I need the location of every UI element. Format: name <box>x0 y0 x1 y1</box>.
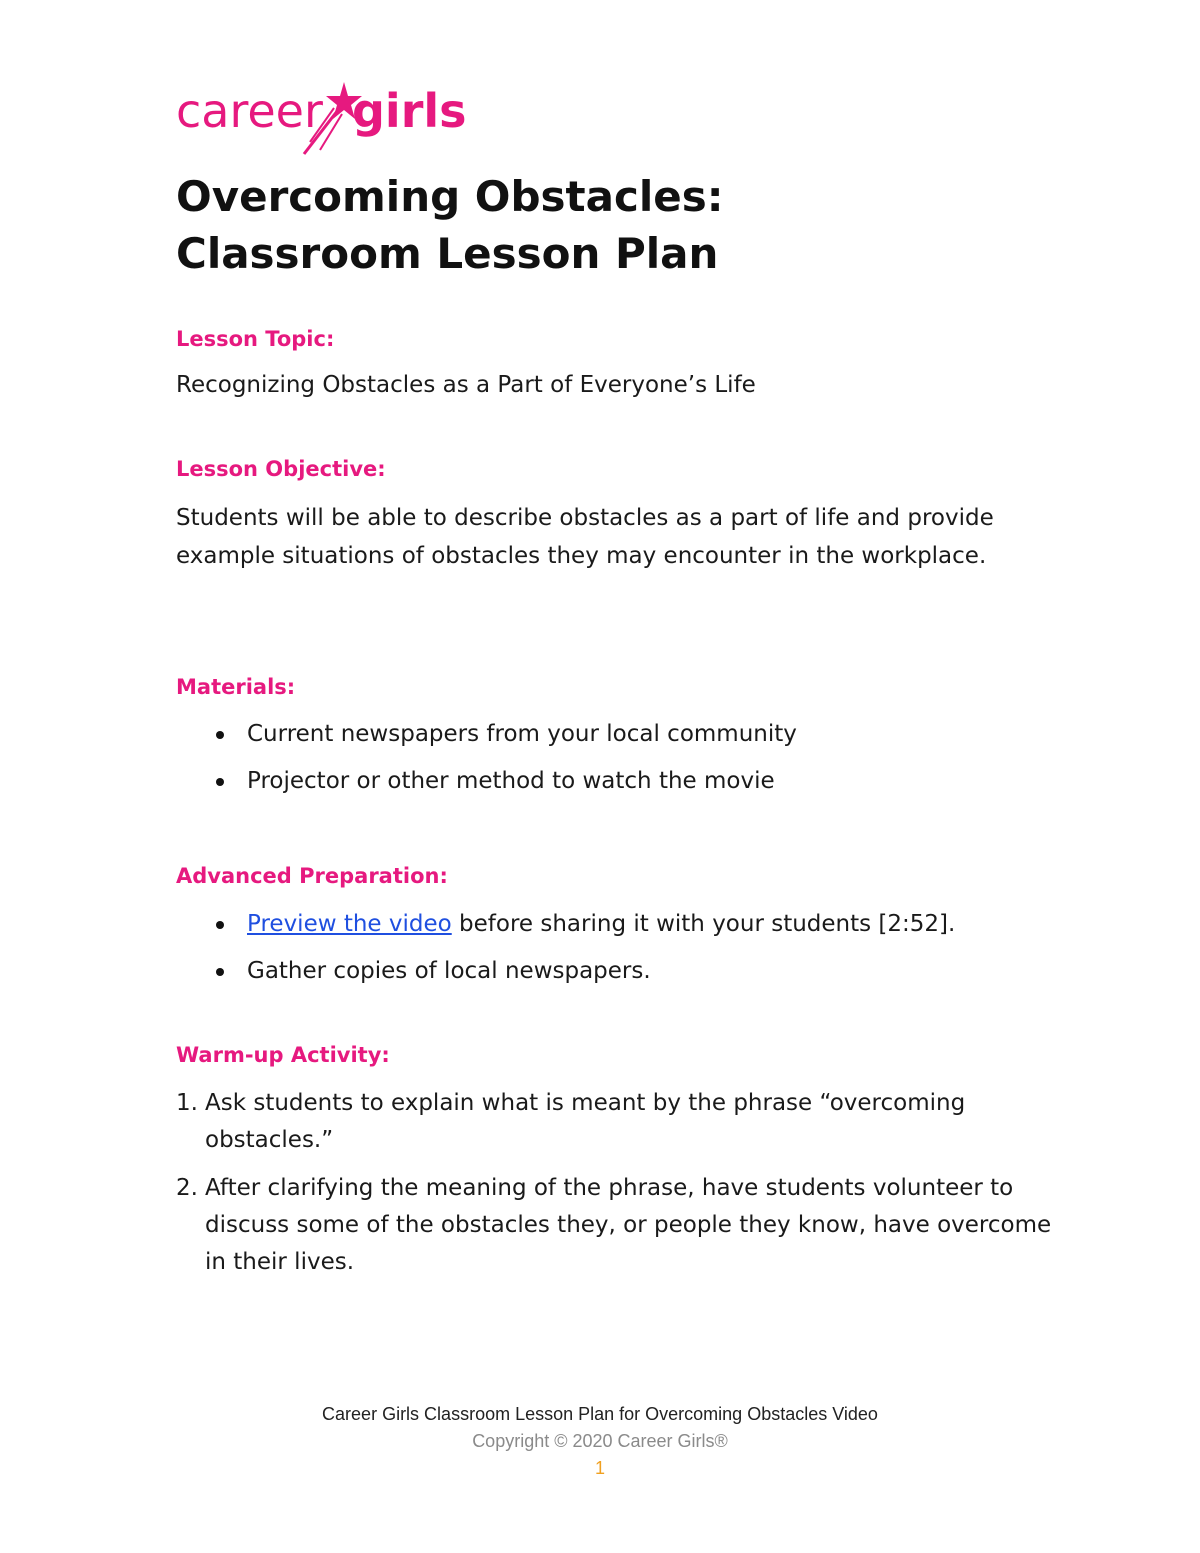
list-item <box>176 1170 1056 1281</box>
lesson-objective-heading: Lesson Objective: <box>176 457 386 481</box>
bullet-icon <box>216 921 224 929</box>
list-number: 1. <box>176 1090 198 1116</box>
bullet-icon <box>216 731 224 739</box>
bullet-icon <box>216 968 224 976</box>
list-item <box>176 901 1056 948</box>
list-item <box>176 1085 1056 1159</box>
logo-word-career: career <box>176 84 323 138</box>
list-item-text: After clarifying the meaning of the phrase, have students volunteer to discuss some of the obstacles they, or people they know, have overcome in their lives. <box>205 1175 1052 1275</box>
materials-list <box>176 711 1056 805</box>
title-line-2: Classroom Lesson Plan <box>176 229 719 278</box>
page-number: 1 <box>594 1458 605 1478</box>
lesson-objective-text: Students will be able to describe obstacles as a part of life and provide example situations of obstacles they may encounter in the workplace. <box>176 505 994 569</box>
list-item-text: Ask students to explain what is meant by the phrase “overcoming obstacles.” <box>205 1090 966 1153</box>
list-number: 2. <box>176 1175 198 1201</box>
title-line-1: Overcoming Obstacles: <box>176 172 724 221</box>
footer-copyright: Copyright © 2020 Career Girls® <box>472 1431 728 1451</box>
bullet-icon <box>216 778 224 786</box>
lesson-topic-heading: Lesson Topic: <box>176 327 335 351</box>
footer-document-title: Career Girls Classroom Lesson Plan for Overcoming Obstacles Video <box>322 1404 878 1424</box>
list-item-text: before sharing it with your students [2:52]. <box>451 911 956 937</box>
list-item-text: Current newspapers from your local community <box>247 721 797 747</box>
logo-word-girls: girls <box>352 84 467 138</box>
preview-video-link[interactable]: Preview the video <box>247 911 452 937</box>
warmup-list <box>176 1085 1056 1292</box>
page-title <box>176 168 1076 282</box>
warmup-activity-heading: Warm-up Activity: <box>176 1043 390 1067</box>
advanced-preparation-heading: Advanced Preparation: <box>176 864 448 888</box>
career-girls-logo <box>176 80 476 160</box>
preparation-list <box>176 901 1056 995</box>
list-item <box>176 758 1056 805</box>
list-item <box>176 711 1056 758</box>
lesson-topic-text: Recognizing Obstacles as a Part of Everyone’s Life <box>176 372 756 398</box>
materials-heading: Materials: <box>176 675 296 699</box>
list-item-text: Gather copies of local newspapers. <box>247 958 651 984</box>
list-item-text: Projector or other method to watch the movie <box>247 768 775 794</box>
list-item <box>176 948 1056 995</box>
